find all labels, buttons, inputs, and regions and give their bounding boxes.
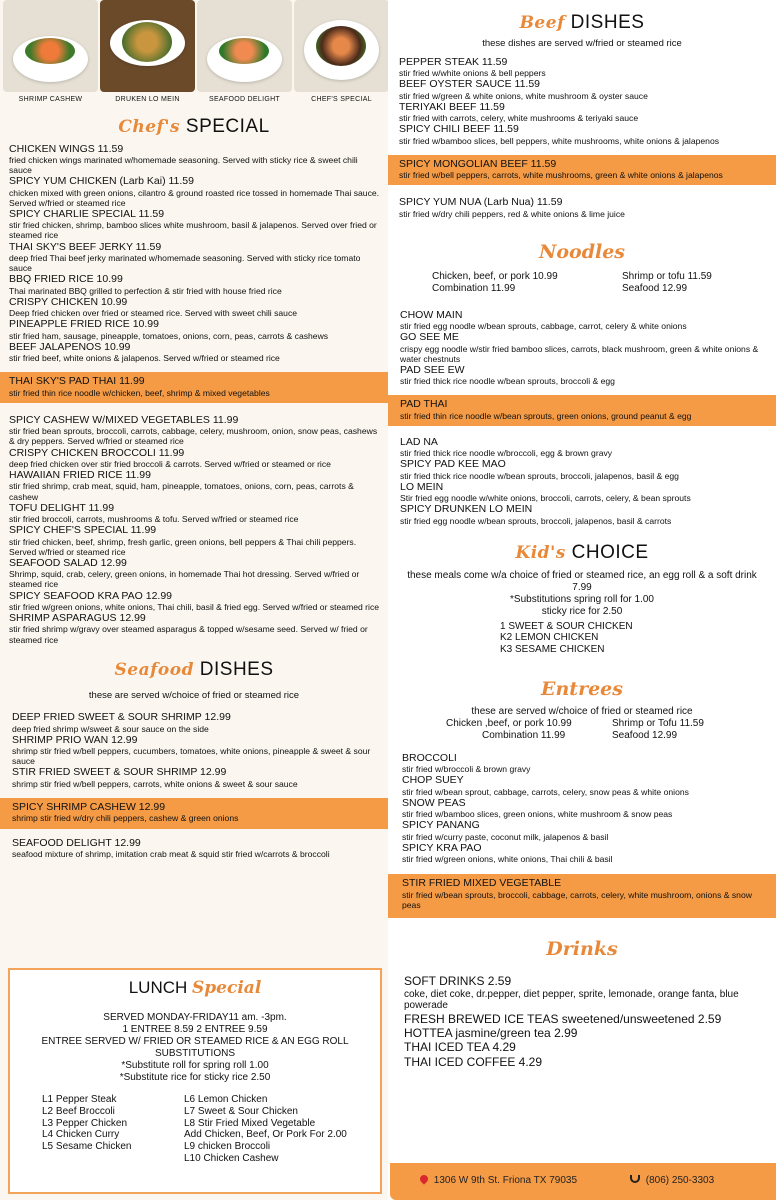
heading-script: Seafood	[114, 659, 194, 680]
menu-item: CRISPY CHICKEN 10.99 Deep fried chicken over fried or steamed rice. Served with sweet chili sauce	[9, 295, 298, 319]
featured-item-mongolian-beef: SPICY MONGOLIAN BEEF 11.59 stir fried w/bell peppers, carrots, white mushrooms, green & white onions & jalapenos	[388, 155, 776, 186]
price-option: Chicken ,beef, or pork 10.99	[446, 718, 572, 730]
entrees-heading: Entrees	[541, 677, 623, 700]
heading-text: LUNCH	[128, 978, 188, 997]
menu-item: SPICY CHEF'S SPECIAL 11.99 stir fried chicken, beef, shrimp, fresh garlic, green onions, bell peppers & Thai chili peppers. Served w/fried or steamed rice	[9, 524, 357, 557]
menu-item: GO SEE ME crispy egg noodle w/stir fried bamboo slices, carrots, black mushroom, green & white onions & water chestnuts	[400, 331, 759, 364]
menu-item: CHOP SUEY stir fried w/bean sprout, cabbage, carrots, celery, snow peas & white onions	[402, 774, 689, 797]
photo-shrimp-cashew	[3, 0, 98, 104]
menu-item: SPICY CHARLIE SPECIAL 11.59 stir fried chicken, shrimp, bamboo slices white mushroom, basil & jalapenos. Served over fried or steamed rice	[9, 207, 377, 241]
menu-item: SNOW PEAS stir fried w/bamboo slices, green onions, white mushroom & snow peas	[402, 796, 673, 820]
menu-item: LO MEIN Stir fried egg noodle w/white onions, broccoli, carrots, celery, & bean sprouts	[400, 480, 691, 504]
noodles-heading: Noodles	[538, 240, 625, 263]
lunch-items	[10, 1094, 380, 1165]
phone-text: (806) 250-3303	[645, 1175, 715, 1186]
menu-item: THAI SKY'S BEEF JERKY 11.59 deep fried Thai beef jerky marinated w/homemade seasoning. Served with sticky rice tomato sauce	[9, 240, 361, 274]
seafood-list-1	[0, 711, 388, 789]
photo-drunken-lo-mein	[100, 0, 195, 104]
price-option: Shrimp or tofu 11.59	[622, 271, 712, 283]
food-photo	[294, 0, 389, 92]
menu-item: LAD NA stir fried thick rice noodle w/broccoli, egg & brown gravy	[400, 435, 613, 459]
menu-item: SPICY CHILI BEEF 11.59 stir fried w/bamboo slices, bell peppers, white mushrooms, white onions & jalapenos	[399, 123, 720, 146]
featured-item-pad-thai-noodle: PAD THAI stir fried thin rice noodle w/bean sprouts, green onions, ground peanut & egg	[388, 395, 776, 426]
lunch-item: L3 Pepper Chicken	[42, 1117, 128, 1129]
heading-text: DISHES	[570, 12, 645, 33]
entrees-prices	[388, 718, 776, 742]
entrees-subtitle: these are served w/choice of fried or steamed rice	[471, 706, 693, 718]
phone-icon	[630, 1175, 640, 1183]
lunch-column-1	[42, 1094, 184, 1165]
drink-soft: SOFT DRINKS 2.59	[404, 974, 512, 989]
drinks-heading: Drinks	[546, 937, 618, 960]
heading-script: Beef	[519, 13, 565, 33]
drink-soft-desc: coke, diet coke, dr.pepper, diet pepper, sprite, lemonade, orange fanta, blue powerade	[404, 988, 739, 1012]
price-option: Seafood 12.99	[622, 282, 688, 294]
noodles-prices	[388, 271, 776, 295]
chefs-list-1	[0, 143, 388, 364]
footer-address	[420, 1175, 577, 1187]
menu-item: SEAFOOD SALAD 12.99 Shrimp, squid, crab, celery, green onions, in homemade Thai hot dressing. Served w/fried or steamed rice	[9, 556, 360, 590]
lunch-column-2	[184, 1094, 347, 1165]
menu-item: SPICY DRUNKEN LO MEIN stir fried egg noodle w/bean sprouts, broccoli, jalapenos, basil & carrots	[400, 503, 672, 526]
menu-item: SPICY YUM CHICKEN (Larb Kai) 11.59 chicken mixed with green onions, cilantro & ground roasted rice tossed in homemade Thai sauce. Served w/fried or steamed rice	[9, 175, 380, 208]
menu-item: SPICY CASHEW W/MIXED VEGETABLES 11.99 stir fried bean sprouts, broccoli, carrots, cabbage, celery, mushroom, onion, snow peas, cashews & dry peppers. Served w/fried or steamed rice	[9, 413, 378, 447]
footer-phone[interactable]	[630, 1175, 714, 1187]
photo-caption: SHRIMP CASHEW	[18, 96, 83, 103]
heading-script: Special	[192, 978, 262, 998]
menu-item: BROCCOLI stir fried w/broccoli & brown gravy	[402, 751, 531, 775]
kids-item: K3 SESAME CHICKEN	[500, 644, 605, 656]
heading-text: SPECIAL	[185, 116, 270, 138]
menu-item: SEAFOOD DELIGHT 12.99 seafood mixture of shrimp, imitation crab meat & squid stir fried w/carrots & broccoli	[12, 836, 330, 859]
menu-item: PAD SEE EW stir fried thick rice noodle w/bean sprouts, broccoli & egg	[400, 363, 615, 387]
kids-info: these meals come w/a choice of fried or steamed rice, an egg roll & a soft drink 7.99 *Substitutions spring roll for 1.00 sticky rice for 2.50	[407, 570, 757, 617]
address-text: 1306 W 9th St. Friona TX 79035	[433, 1175, 578, 1186]
kids-items	[388, 621, 776, 656]
beef-subtitle: these dishes are served w/fried or steamed rice	[482, 38, 682, 50]
noodles-list-2	[388, 436, 776, 526]
drinks-list	[388, 974, 776, 1068]
lunch-item: L1 Pepper Steak	[42, 1094, 117, 1106]
right-column	[388, 0, 776, 1200]
drink-thai-tea: THAI ICED TEA 4.29	[404, 1040, 516, 1055]
menu-item: SPICY KRA PAO stir fried w/green onions, white onions, Thai chili & basil	[402, 841, 613, 865]
lunch-item: L6 Lemon Chicken	[184, 1094, 268, 1106]
menu-item: CRISPY CHICKEN BROCCOLI 11.99 deep fried chicken over stir fried broccoli & carrots. Served w/fried or steamed or rice	[9, 446, 331, 469]
menu-item: TOFU DELIGHT 11.99 stir fried broccoli, carrots, mushrooms & tofu. Served w/fried or steamed rice	[9, 501, 299, 525]
menu-item: CHOW MAIN stir fried egg noodle w/bean sprouts, cabbage, carrot, celery & white onions	[400, 308, 687, 332]
location-pin-icon	[418, 1173, 429, 1184]
lunch-item: Add Chicken, Beef, Or Pork For 2.00	[184, 1129, 347, 1141]
seafood-list-2	[0, 837, 388, 860]
menu-item: DEEP FRIED SWEET & SOUR SHRIMP 12.99 deep fried shrimp w/sweet & sour sauce on the side	[12, 711, 231, 734]
price-option: Combination 11.99	[482, 729, 566, 741]
drink-thai-coffee: THAI ICED COFFEE 4.29	[404, 1054, 543, 1069]
heading-script: Kid's	[515, 542, 566, 563]
seafood-subtitle: these are served w/choice of fried or steamed rice	[88, 690, 300, 702]
menu-item: BEEF OYSTER SAUCE 11.59 stir fried w/green & white onions, white mushroom & oyster sauce	[399, 78, 648, 101]
menu-item: HAWAIIAN FRIED RICE 11.99 stir fried shrimp, crab meat, squid, ham, pineapple, tomatoes, onions, corn, peas, carrots & cashew	[9, 469, 354, 502]
menu-item: PEPPER STEAK 11.59 stir fried w/white onions & bell peppers	[399, 55, 546, 78]
featured-item-mixed-vegetable: STIR FRIED MIXED VEGETABLE stir fried w/bean sprouts, broccoli, cabbage, carrots, celery, white mushroom, onions & snow peas	[388, 874, 776, 918]
lunch-heading	[10, 978, 380, 998]
food-photo	[197, 0, 292, 92]
lunch-item: L2 Beef Broccoli	[42, 1105, 115, 1117]
menu-item: PINEAPPLE FRIED RICE 10.99 stir fried ham, sausage, pineapple, tomatoes, onions, corn, peas, carrots & cashews	[9, 318, 329, 341]
beef-dishes-heading	[388, 12, 776, 34]
photo-caption: CHEF'S SPECIAL	[311, 96, 372, 103]
photo-strip	[0, 0, 388, 104]
price-option: Shrimp or Tofu 11.59	[612, 718, 704, 730]
photo-caption: SEAFOOD DELIGHT	[208, 96, 280, 103]
photo-seafood-delight	[197, 0, 292, 104]
lunch-item: L10 Chicken Cashew	[184, 1153, 279, 1165]
photo-chefs-special	[294, 0, 389, 104]
heading-script: Chef's	[118, 117, 181, 138]
menu-item: CHICKEN WINGS 11.59 fried chicken wings marinated w/homemade seasoning. Served with sticky rice & sweet chili sauce	[9, 142, 358, 176]
menu-item: SHRIMP ASPARAGUS 12.99 stir fried shrimp w/gravy over steamed asparagus & topped w/sesame seed. Served w/ fried or steamed rice	[9, 612, 368, 645]
beef-list-1	[388, 56, 776, 146]
price-option: Seafood 12.99	[612, 729, 678, 741]
chefs-special-heading	[0, 116, 388, 138]
menu-item: SHRIMP PRIO WAN 12.99 shrimp stir fried w/bell peppers, cucumbers, tomatoes, white onions, pineapple & sweet & sour sauce	[12, 733, 371, 767]
menu-item: SPICY YUM NUA (Larb Nua) 11.59 stir fried w/dry chili peppers, red & white onions & lime juice	[399, 196, 625, 219]
price-option: Combination 11.99	[432, 282, 516, 294]
kids-item: 1 SWEET & SOUR CHICKEN	[500, 620, 633, 632]
lunch-item: L4 Chicken Curry	[42, 1129, 120, 1141]
food-photo	[100, 0, 195, 92]
featured-item-pad-thai: THAI SKY'S PAD THAI 11.99 stir fried thin rice noodle w/chicken, beef, shrimp & mixed vegetables	[0, 372, 388, 403]
menu-item: SPICY PAD KEE MAO stir fried thick rice noodle w/bean sprouts, broccoli, jalapenos, basil & egg	[400, 458, 679, 481]
food-photo	[3, 0, 98, 92]
menu-item: SPICY SEAFOOD KRA PAO 12.99 stir fried w/green onions, white onions, Thai chili, basil & fried egg. Served w/fried or steamed rice	[9, 589, 380, 612]
drink-ice-tea: FRESH BREWED ICE TEAS sweetened/unsweetened 2.59	[404, 1012, 722, 1027]
lunch-item: L9 chicken Broccoli	[184, 1141, 271, 1153]
footer	[390, 1163, 776, 1200]
lunch-item: L8 Stir Fried Mixed Vegetable	[184, 1117, 316, 1129]
kids-item: K2 LEMON CHICKEN	[500, 632, 599, 644]
lunch-special-box	[8, 968, 382, 1194]
chefs-list-2	[0, 414, 388, 645]
lunch-item: L7 Sweet & Sour Chicken	[184, 1105, 298, 1117]
menu-item: BBQ FRIED RICE 10.99 Thai marinated BBQ grilled to perfection & stir fried with house fried rice	[9, 273, 282, 296]
seafood-dishes-heading	[0, 659, 388, 681]
menu-item: STIR FRIED SWEET & SOUR SHRIMP 12.99 shrimp stir fried w/bell peppers, carrots, white onions & sweet & sour sauce	[12, 766, 298, 789]
kids-choice-heading	[388, 542, 776, 564]
drink-hot-tea: HOTTEA jasmine/green tea 2.99	[404, 1026, 578, 1041]
heading-text: DISHES	[199, 658, 274, 680]
noodles-list-1	[388, 309, 776, 387]
menu-item: SPICY PANANG stir fried w/curry paste, coconut milk, jalapenos & basil	[402, 819, 609, 842]
lunch-item: L5 Sesame Chicken	[42, 1141, 132, 1153]
entrees-list	[388, 752, 776, 865]
menu-item: BEEF JALAPENOS 10.99 stir fried beef, white onions & jalapenos. Served w/fried or steamed rice	[9, 340, 280, 364]
price-option: Chicken, beef, or pork 10.99	[432, 271, 558, 283]
heading-text: CHOICE	[571, 541, 649, 563]
featured-item-shrimp-cashew: SPICY SHRIMP CASHEW 12.99 shrimp stir fried w/dry chili peppers, cashew & green onions	[0, 798, 388, 829]
lunch-info: SERVED MONDAY-FRIDAY11 am. -3pm. 1 ENTREE 8.59 2 ENTREE 9.59 ENTREE SERVED W/ FRIED OR STEAMED RICE & AN EGG ROLL SUBSTITUTIONS *Substitute roll for spring roll 1.00 *Substitute rice for sticky rice 2.50	[41, 1012, 349, 1084]
menu-item: TERIYAKI BEEF 11.59 stir fried with carrots, celery, white mushrooms & teriyaki sauce	[399, 100, 639, 124]
beef-list-2	[388, 196, 776, 219]
photo-caption: DRUKEN LO MEIN	[115, 96, 180, 103]
